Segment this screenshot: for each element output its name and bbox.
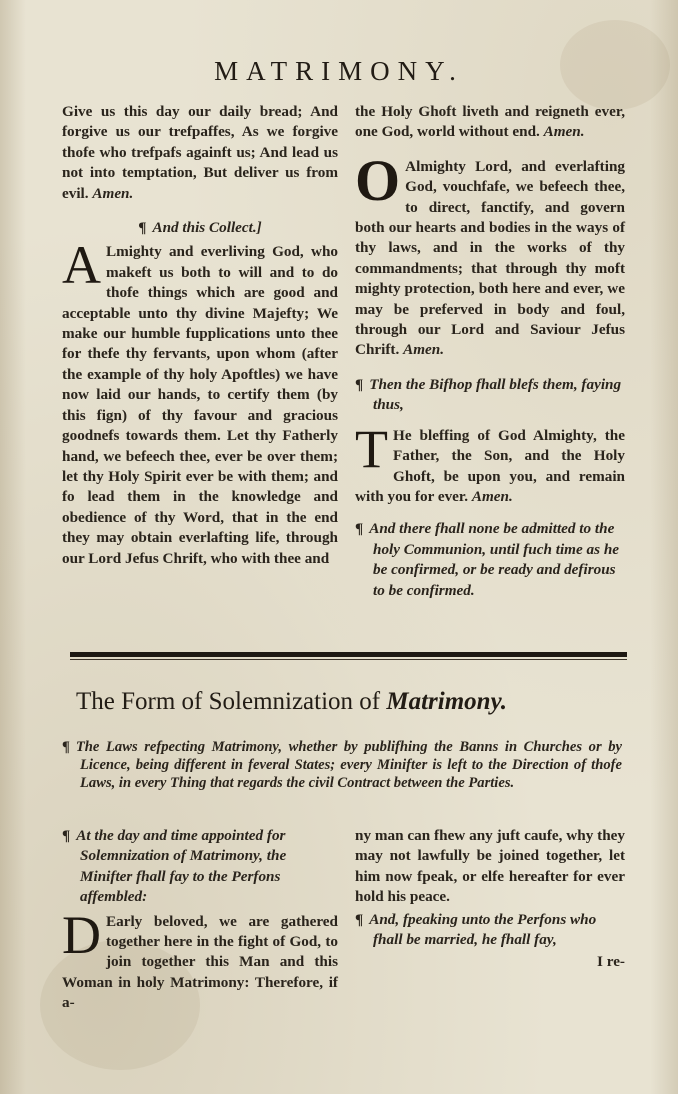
amen: Amen.: [403, 341, 445, 359]
pilcrow-mark: ¶: [355, 520, 364, 538]
pilcrow-mark: ¶: [62, 827, 71, 844]
collect-text: A Lmighty and everliving God, who makeft us both to will and to do thofe things which are good and acceptable unto thy divine Majefty; We make our humble fupplications unto thee for thefe thy fervants, upon whom (after the example of thy holy Apoftles) we have now laid our hands, to certify them (by this fign) of thy favour and gracious goodnefs towards them. Let thy Fatherly hand, we befeech thee, ever be over them; let thy Holy Spirit ever be with them; and fo lead them in the knowledge and obedience of thy Word, that in the end they may obtain everlafting life, through our Lord Jefus Chrift, who with thee and: [62, 235, 338, 567]
right-column: [355, 102, 625, 601]
section-title: The Form of Solemnization of Matrimony.: [76, 688, 507, 715]
amen: Amen.: [543, 123, 585, 141]
blessing-text: T He bleffing of God Almighty, the Father, the Son, and the Holy Ghoft, be upon you, and remain with you for ever. Amen.: [355, 418, 625, 505]
communion-rubric: ¶ And there fhall none be admitted to the holy Communion, until fuch time as he be confirmed, or be ready and defirous to be confirmed.: [355, 520, 620, 599]
section-title-italic: Matrimony.: [386, 688, 507, 715]
blessing-rubric: ¶ Then the Bifhop fhall blefs them, faying thus,: [355, 375, 622, 414]
bottom-right-column: [355, 826, 625, 973]
running-head: MATRIMONY.: [214, 56, 464, 86]
exhortation-text: D Early beloved, we are gathered together here in the fight of God, to join together this Man and this Woman in holy Matrimony: Therefore, if a-: [62, 904, 338, 1012]
drop-cap: O: [355, 147, 401, 213]
persons-rubric: ¶ And, fpeaking unto the Perfons who fhall be married, he fhall fay,: [355, 910, 597, 949]
left-column: [62, 102, 338, 569]
pilcrow-mark: ¶: [355, 375, 364, 393]
drop-cap: A: [62, 235, 101, 296]
collect-continuation: the Holy Ghoft liveth and reigneth ever, one God, world without end. Amen.: [355, 103, 625, 141]
drop-cap: T: [355, 418, 388, 479]
pilcrow-mark: ¶: [355, 910, 364, 928]
prayer-text: O Almighty Lord, and everlafting God, vouchfafe, we befeech thee, to direct, fanctify, and govern both our hearts and bodies in the ways of thy laws, and in the works of thy commandments; that through thy moft mighty protection, both here and ever, we may be preferved in body and foul, through our Lord and Saviour Jefus Chrift. Amen.: [355, 147, 625, 359]
amen: Amen.: [471, 487, 513, 505]
catchword: I re-: [597, 953, 625, 971]
collect-heading: ¶ And this Collect.]: [138, 219, 262, 237]
drop-cap: D: [62, 904, 101, 965]
laws-rubric: ¶ The Laws refpecting Matrimony, whether by publifhing the Banns in Churches or by Licence, being different in feveral States; every Minifter is left to the Direction of thofe Laws, in every Thing that regards the civil Contract between the Parties.: [62, 739, 622, 791]
section-divider: [70, 652, 627, 657]
amen: Amen.: [92, 184, 134, 202]
solemnization-rubric: ¶ At the day and time appointed for Solemnization of Matrimony, the Minifter fhall fay to the Perfons affembled:: [62, 827, 287, 906]
section-divider-thin: [70, 659, 627, 660]
pilcrow-mark: ¶: [138, 219, 147, 237]
exhortation-continuation: ny man can fhew any juft caufe, why they may not lawfully be joined together, let him now fpeak, or elfe hereafter for ever hold his peace.: [355, 827, 625, 906]
lords-prayer-ending: Give us this day our daily bread; And forgive us our trefpaffes, As we forgive thofe who trefpafs againft us; And lead us not into temptation, But deliver us from evil. Amen.: [62, 103, 338, 202]
pilcrow-mark: ¶: [62, 739, 70, 755]
bottom-left-column: [62, 826, 338, 1014]
